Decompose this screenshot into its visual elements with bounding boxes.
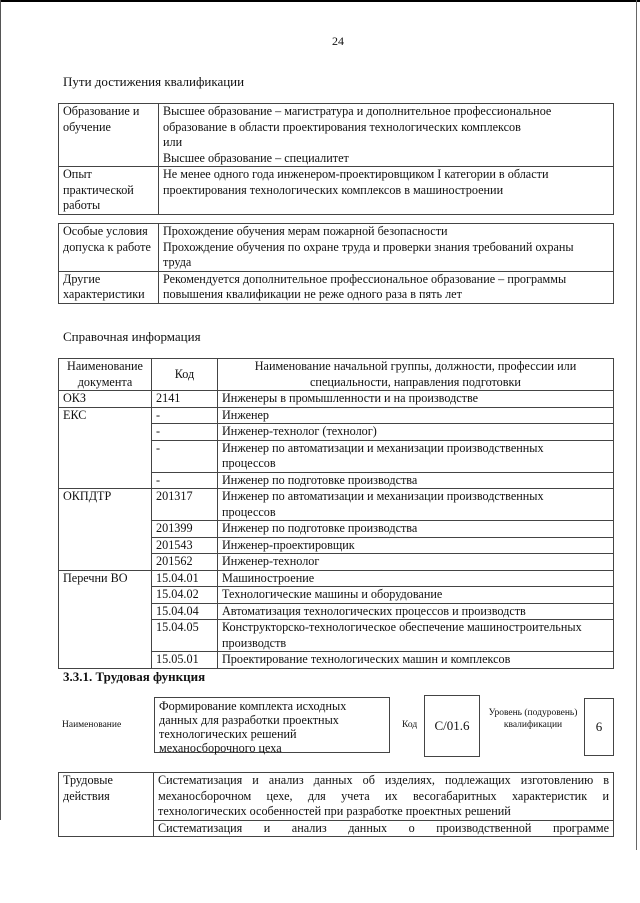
code-label: Код: [402, 720, 418, 730]
code-cell: 201562: [152, 554, 218, 571]
conditions-table: [58, 223, 614, 304]
row-label: Опыт практической работы: [59, 167, 159, 215]
level-label: Уровень (подуровень) квалификации: [488, 708, 578, 730]
action-item: Систематизация и анализ данных о производственной программе: [154, 820, 614, 837]
table-row: [59, 271, 614, 303]
name-cell: Инженер по подготовке производства: [218, 472, 614, 489]
table-row: [59, 167, 614, 215]
row-value: [159, 271, 614, 303]
doc-cell: ОКЗ: [59, 391, 152, 408]
text-line: Прохождение обучения по охране труда и проверки знания требований охраны: [163, 239, 574, 254]
code-cell: 15.05.01: [152, 652, 218, 669]
name-cell: Инженер-технолог: [218, 554, 614, 571]
labor-actions-table: [58, 772, 614, 837]
row-label: Другие характеристики: [59, 271, 159, 303]
row-value: [159, 224, 614, 272]
name-cell: Инженер по автоматизации и механизации производственных процессов: [218, 440, 614, 472]
table-row: [59, 570, 614, 587]
code-cell: 15.04.02: [152, 587, 218, 604]
row-value: [159, 104, 614, 167]
table-row: [59, 391, 614, 408]
code-cell: -: [152, 407, 218, 424]
text-line: Прохождение обучения мерам пожарной безопасности: [163, 224, 448, 238]
function-code-box: C/01.6: [424, 695, 480, 757]
name-cell: Инженер по автоматизации и механизации производственных процессов: [218, 489, 614, 521]
code-cell: -: [152, 440, 218, 472]
text-line: труда: [163, 255, 192, 269]
code-cell: 201543: [152, 537, 218, 554]
header-name: Наименование начальной группы, должности, профессии или специальности, направления подготовки: [218, 359, 614, 391]
action-item: Систематизация и анализ данных об изделиях, подлежащих изготовлению в механосборочном цехе, для учета их весогабаритных характеристик и технологических особенностей при разработке проектных решений: [154, 773, 614, 821]
name-cell: Технологические машины и оборудование: [218, 587, 614, 604]
header-code: Код: [152, 359, 218, 391]
labor-function-header: [0, 695, 640, 757]
code-cell: -: [152, 424, 218, 441]
row-label: Трудовые действия: [59, 773, 154, 837]
text-line: образование в области проектирования технологических комплексов: [163, 119, 521, 134]
table-row: [59, 773, 614, 821]
code-cell: 15.04.01: [152, 570, 218, 587]
name-cell: Конструкторско-технологическое обеспечение машиностроительных производств: [218, 620, 614, 652]
name-cell: Инженер: [218, 407, 614, 424]
table-row: [59, 407, 614, 424]
text-line: Высшее образование – специалитет: [163, 150, 349, 165]
code-cell: 201317: [152, 489, 218, 521]
table-row: [59, 224, 614, 272]
text-line: или: [163, 135, 183, 149]
page-frame-top: [0, 0, 640, 2]
name-cell: Инженеры в промышленности и на производстве: [218, 391, 614, 408]
row-label: Особые условия допуска к работе: [59, 224, 159, 272]
table-row: [59, 489, 614, 521]
row-label: Образование и обучение: [59, 104, 159, 167]
text-line: повышения квалификации не реже одного раза в пять лет: [163, 287, 462, 301]
name-cell: Автоматизация технологических процессов и производств: [218, 603, 614, 620]
name-cell: Инженер-проектировщик: [218, 537, 614, 554]
reference-table: [58, 358, 614, 669]
code-cell: 15.04.04: [152, 603, 218, 620]
name-cell: Проектирование технологических машин и комплексов: [218, 652, 614, 669]
code-cell: -: [152, 472, 218, 489]
table-header-row: [59, 359, 614, 391]
reference-title: Справочная информация: [63, 329, 201, 344]
text-line: Рекомендуется дополнительное профессиональное образование – программы: [163, 271, 567, 286]
qualification-paths-table: [58, 103, 614, 215]
page-number: 24: [332, 34, 344, 48]
name-cell: Машиностроение: [218, 570, 614, 587]
doc-cell: ЕКС: [59, 407, 152, 489]
name-label: Наименование: [62, 720, 122, 730]
doc-cell: Перечни ВО: [59, 570, 152, 668]
row-value: [159, 167, 614, 215]
table-row: [59, 104, 614, 167]
code-cell: 2141: [152, 391, 218, 408]
function-name-box: Формирование комплекта исходных данных для разработки проектных технологических решений механосборочного цеха: [154, 697, 390, 753]
labor-function-title: 3.3.1. Трудовая функция: [63, 669, 206, 684]
name-cell: Инженер по подготовке производства: [218, 521, 614, 538]
level-value-box: 6: [584, 698, 614, 756]
code-cell: 15.04.05: [152, 620, 218, 652]
doc-cell: ОКПДТР: [59, 489, 152, 571]
text-line: Высшее образование – магистратура и дополнительное профессиональное: [163, 104, 552, 118]
text-line: проектирования технологических комплексов в машиностроении: [163, 182, 504, 197]
code-cell: 201399: [152, 521, 218, 538]
name-cell: Инженер-технолог (технолог): [218, 424, 614, 441]
header-document: Наименование документа: [59, 359, 152, 391]
qualification-paths-title: Пути достижения квалификации: [63, 74, 245, 89]
text-line: Не менее одного года инженером-проектировщиком I категории в области: [163, 167, 549, 181]
